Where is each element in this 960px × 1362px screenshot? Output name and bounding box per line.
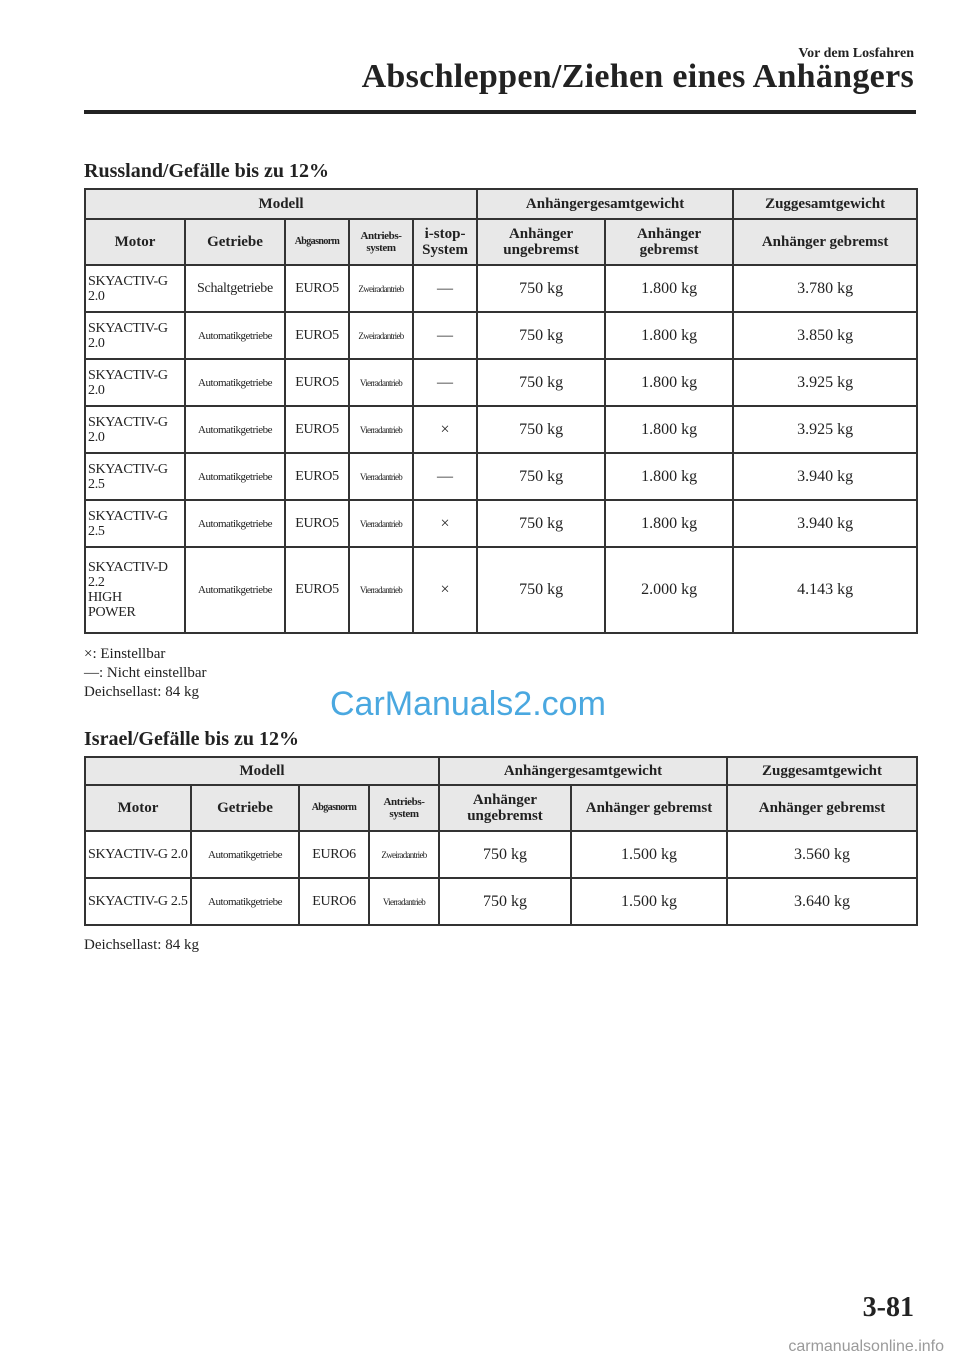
cell-getriebe: Automatikgetriebe <box>191 831 299 878</box>
cell-istop: × <box>413 500 477 547</box>
col-header-gebremst: Anhänger gebremst <box>571 785 727 831</box>
cell-ungebremst: 750 kg <box>439 831 571 878</box>
cell-abgasnorm: EURO5 <box>285 406 349 453</box>
col-header-antriebssystem: Antriebs-system <box>349 219 413 265</box>
cell-abgasnorm: EURO5 <box>285 453 349 500</box>
cell-abgasnorm: EURO6 <box>299 878 369 925</box>
cell-antrieb: Zweiradantrieb <box>349 312 413 359</box>
cell-istop: — <box>413 312 477 359</box>
col-header-istop: i-stop-System <box>413 219 477 265</box>
group-header-modell: Modell <box>85 189 477 219</box>
group-header-row <box>85 189 917 219</box>
col-header-getriebe: Getriebe <box>191 785 299 831</box>
cell-zug: 4.143 kg <box>733 547 917 633</box>
cell-antrieb: Vierradantrieb <box>349 547 413 633</box>
cell-abgasnorm: EURO5 <box>285 500 349 547</box>
watermark-text: CarManuals2.com <box>330 685 606 723</box>
cell-gebremst: 2.000 kg <box>605 547 733 633</box>
header-rule <box>84 110 916 114</box>
israel-spec-table <box>84 756 918 926</box>
col-header-antriebssystem: Antriebs-system <box>369 785 439 831</box>
cell-ungebremst: 750 kg <box>439 878 571 925</box>
col-header-abgasnorm: Abgasnorm <box>285 219 349 265</box>
col-header-abgasnorm: Abgasnorm <box>299 785 369 831</box>
cell-motor: SKYACTIV-G 2.5 <box>85 878 191 925</box>
cell-gebremst: 1.800 kg <box>605 265 733 312</box>
cell-gebremst: 1.800 kg <box>605 359 733 406</box>
cell-antrieb: Vierradantrieb <box>369 878 439 925</box>
cell-istop: × <box>413 406 477 453</box>
cell-motor: SKYACTIV-G 2.0 <box>85 265 185 312</box>
group-header-zuggesamtgewicht: Zuggesamtgewicht <box>733 189 917 219</box>
chapter-title: Abschleppen/Ziehen eines Anhängers <box>361 58 914 95</box>
section-label: Vor dem Losfahren <box>798 46 914 61</box>
cell-ungebremst: 750 kg <box>477 359 605 406</box>
table-row <box>85 878 917 925</box>
cell-motor: SKYACTIV-G 2.5 <box>85 500 185 547</box>
cell-motor: SKYACTIV-G 2.5 <box>85 453 185 500</box>
cell-gebremst: 1.800 kg <box>605 500 733 547</box>
cell-antrieb: Zweiradantrieb <box>369 831 439 878</box>
cell-ungebremst: 750 kg <box>477 265 605 312</box>
cell-zug: 3.780 kg <box>733 265 917 312</box>
cell-zug: 3.940 kg <box>733 453 917 500</box>
cell-ungebremst: 750 kg <box>477 547 605 633</box>
cell-getriebe: Automatikgetriebe <box>185 359 285 406</box>
group-header-anhaengergesamtgewicht: Anhängergesamtgewicht <box>439 757 727 785</box>
russia-notes <box>84 645 206 702</box>
column-header-row <box>85 785 917 831</box>
col-header-getriebe: Getriebe <box>185 219 285 265</box>
group-header-anhaengergesamtgewicht: Anhängergesamtgewicht <box>477 189 733 219</box>
cell-zug: 3.925 kg <box>733 359 917 406</box>
cell-abgasnorm: EURO6 <box>299 831 369 878</box>
cell-antrieb: Zweiradantrieb <box>349 265 413 312</box>
cell-motor: SKYACTIV-G 2.0 <box>85 406 185 453</box>
table-row <box>85 831 917 878</box>
cell-istop: × <box>413 547 477 633</box>
cell-istop: — <box>413 453 477 500</box>
cell-abgasnorm: EURO5 <box>285 265 349 312</box>
cell-getriebe: Automatikgetriebe <box>185 453 285 500</box>
cell-getriebe: Automatikgetriebe <box>185 312 285 359</box>
cell-motor: SKYACTIV-G 2.0 <box>85 312 185 359</box>
table-row <box>85 406 917 453</box>
cell-zug: 3.640 kg <box>727 878 917 925</box>
group-header-zuggesamtgewicht: Zuggesamtgewicht <box>727 757 917 785</box>
cell-zug: 3.925 kg <box>733 406 917 453</box>
column-header-row <box>85 219 917 265</box>
cell-abgasnorm: EURO5 <box>285 547 349 633</box>
group-header-modell: Modell <box>85 757 439 785</box>
note-deichsellast: Deichsellast: 84 kg <box>84 937 199 953</box>
israel-notes <box>84 936 199 955</box>
cell-zug: 3.560 kg <box>727 831 917 878</box>
page-number: 3-81 <box>862 1292 914 1323</box>
col-header-ungebremst: Anhänger ungebremst <box>477 219 605 265</box>
col-header-motor: Motor <box>85 219 185 265</box>
cell-istop: — <box>413 265 477 312</box>
cell-antrieb: Vierradantrieb <box>349 406 413 453</box>
cell-gebremst: 1.500 kg <box>571 878 727 925</box>
note-einstellbar: ×: Einstellbar <box>84 646 166 662</box>
col-header-motor: Motor <box>85 785 191 831</box>
cell-ungebremst: 750 kg <box>477 406 605 453</box>
cell-getriebe: Automatikgetriebe <box>185 500 285 547</box>
cell-zug: 3.850 kg <box>733 312 917 359</box>
cell-gebremst: 1.500 kg <box>571 831 727 878</box>
table-row <box>85 547 917 633</box>
cell-gebremst: 1.800 kg <box>605 406 733 453</box>
cell-gebremst: 1.800 kg <box>605 312 733 359</box>
col-header-ungebremst: Anhänger ungebremst <box>439 785 571 831</box>
cell-getriebe: Automatikgetriebe <box>185 406 285 453</box>
col-header-zug-gebremst: Anhänger gebremst <box>727 785 917 831</box>
table-row <box>85 453 917 500</box>
cell-ungebremst: 750 kg <box>477 453 605 500</box>
note-deichsellast: Deichsellast: 84 kg <box>84 684 199 700</box>
russia-spec-table <box>84 188 918 634</box>
cell-motor: SKYACTIV-G 2.0 <box>85 359 185 406</box>
cell-getriebe: Automatikgetriebe <box>191 878 299 925</box>
cell-abgasnorm: EURO5 <box>285 359 349 406</box>
cell-ungebremst: 750 kg <box>477 312 605 359</box>
israel-section-title: Israel/Gefälle bis zu 12% <box>84 728 299 750</box>
table-row <box>85 312 917 359</box>
cell-antrieb: Vierradantrieb <box>349 453 413 500</box>
table-row <box>85 359 917 406</box>
cell-abgasnorm: EURO5 <box>285 312 349 359</box>
russia-section-title: Russland/Gefälle bis zu 12% <box>84 160 330 182</box>
cell-antrieb: Vierradantrieb <box>349 500 413 547</box>
cell-gebremst: 1.800 kg <box>605 453 733 500</box>
cell-getriebe: Schaltgetriebe <box>185 265 285 312</box>
footer-watermark: carmanualsonline.info <box>788 1338 944 1355</box>
cell-antrieb: Vierradantrieb <box>349 359 413 406</box>
note-nicht-einstellbar: —: Nicht einstellbar <box>84 665 207 681</box>
cell-motor: SKYACTIV-G 2.0 <box>85 831 191 878</box>
col-header-gebremst: Anhänger gebremst <box>605 219 733 265</box>
cell-istop: — <box>413 359 477 406</box>
table-row <box>85 265 917 312</box>
cell-ungebremst: 750 kg <box>477 500 605 547</box>
table-row <box>85 500 917 547</box>
col-header-zug-gebremst: Anhänger gebremst <box>733 219 917 265</box>
cell-getriebe: Automatikgetriebe <box>185 547 285 633</box>
cell-zug: 3.940 kg <box>733 500 917 547</box>
group-header-row <box>85 757 917 785</box>
cell-motor: SKYACTIV-D 2.2 HIGH POWER <box>85 547 185 633</box>
